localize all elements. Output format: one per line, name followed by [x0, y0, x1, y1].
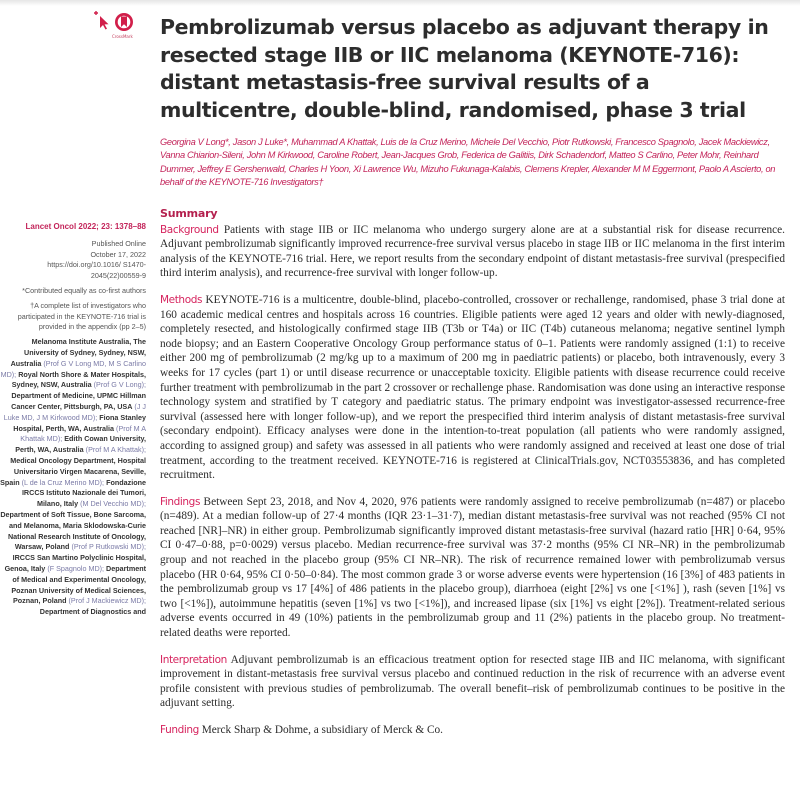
- article-sidebar: [0, 222, 146, 618]
- top-shadow: [0, 0, 800, 6]
- affiliation-people: (M Del Vecchio MD);: [80, 499, 146, 509]
- affiliation-institution: Fondazione IRCCS Istituto Nazionale dei Tumori, Milano, Italy: [21, 477, 146, 509]
- funding-text: Merck Sharp & Dohme, a subsidiary of Merck & Co.: [201, 724, 443, 736]
- interpretation-paragraph: [160, 653, 785, 711]
- affiliation-people: (F Spagnolo MD);: [47, 563, 105, 573]
- funding-paragraph: [160, 723, 785, 738]
- doi-link[interactable]: https://doi.org/10.1016/ S1470-2045(22)00559-9: [47, 260, 146, 281]
- affiliation-institution: Department of Medicine, UPMC Hillman Cancer Center, Pittsburgh, PA, USA: [11, 391, 146, 411]
- affiliation-people: (Prof M A Khattak MD);: [20, 423, 146, 444]
- background-label: Background: [160, 223, 219, 236]
- affiliation-people: (Prof P Rutkowski MD);: [71, 542, 146, 552]
- affiliation-institution: Department of Medical and Experimental Oncology, Poznan University of Medical Sciences, Poznan, Poland: [11, 563, 146, 606]
- article-title: Pembrolizumab versus placebo as adjuvant therapy in resected stage IIB or IIC melanoma (KEYNOTE-716): distant metastasis-free survival results of a multicentre, double-blind, randomised, phase 3 trial: [160, 15, 769, 122]
- crossmark-badge[interactable]: [94, 10, 138, 46]
- crossmark-label: CrossMark: [112, 34, 133, 39]
- methods-label: Methods: [160, 293, 203, 306]
- affiliation-people: (Prof J Mackiewicz MD);: [68, 596, 146, 606]
- findings-text: Between Sept 23, 2018, and Nov 4, 2020, 976 patients were randomly assigned to receive pembrolizumab (n=487) or placebo (n=489). At a median follow-up of 27·4 months (IQR 23·1–31·7), median distant metastasis-free survival was not reached (95% CI not reached [NR]–NR) in either group. Pembrolizumab significantly improved distant metastasis-free survival (hazard ratio [HR] 0·64, 95% CI 0·47–0·88, p=0·0029) versus placebo. Median recurrence-free survival was 37·2 months (95% CI NR–NR) in the pembrolizumab group and not reached in the placebo group (95% CI NR–NR). The risk of recurrence remained lower with pembrolizumab versus placebo (HR 0·64, 95% CI 0·50–0·84). The most common grade 3 or worse adverse events were hypertension (16 [3%] of 483 patients in the pembrolizumab group vs 17 [4%] of 486 patients in the placebo group), diarrhoea (eight [2%] vs one [<1%] ), rash (seven [1%] vs two [<1%]), autoimmune hepatitis (seven [1%] vs two [<1%]), and increased lipase (six [1%] vs eight [2%]). Treatment-related serious adverse events occurred in 49 (10%) patients in the pembrolizumab group and 11 (2%) patients in the placebo group. No treatment-related deaths were reported.: [160, 495, 786, 640]
- published-date: October 17, 2022: [90, 249, 146, 259]
- affiliation-institution: IRCCS San Martino Polyclinic Hospital, Genoa, Italy: [4, 553, 146, 573]
- interpretation-label: Interpretation: [160, 653, 227, 666]
- findings-label: Findings: [160, 495, 201, 508]
- affiliation-people: (Prof M A Khattak);: [85, 445, 146, 455]
- affiliation-institution: Department of Soft Tissue, Bone Sarcoma, and Melanoma, Maria Sklodowska-Curie National Research Institute of Oncology, Warsaw, Poland: [0, 509, 146, 552]
- interpretation-text: Adjuvant pembrolizumab is an efficacious treatment option for resected stage IIB and IIC melanoma, with significant improvement in distant-metastasis free survival versus placebo and continued reduction in the risk of recurrence with an adverse event profile consistent with previous studies of pembrolizumab. The overall benefit–risk of pembrolizumab continues to be positive in the adjuvant setting.: [160, 653, 785, 710]
- affiliation-institution: Department of Diagnostics and: [39, 607, 146, 617]
- affiliation-institution: Edith Cowan University, Perth, WA, Australia: [15, 434, 146, 455]
- mouse-cursor-icon: [94, 10, 110, 30]
- methods-paragraph: [160, 293, 785, 483]
- investigators-note: †A complete list of investigators who participated in the KEYNOTE-716 trial is provided in the appendix (pp 2–5): [17, 300, 146, 332]
- affiliation-people: (Prof G V Long MD, M S Carlino MD);: [0, 358, 146, 379]
- crossmark-icon: [114, 12, 134, 32]
- affiliation-people: (L de la Cruz Merino MD);: [21, 477, 105, 487]
- findings-paragraph: [160, 495, 785, 641]
- affiliations: [0, 337, 146, 618]
- funding-label: Funding: [160, 724, 199, 736]
- methods-text: KEYNOTE-716 is a multicentre, double-blind, placebo-controlled, crossover or rechallenge, randomised, phase 3 trial done at 160 academic medical centres and hospitals across 16 countries. Eligible patients were aged 12 years and older with newly-diagnosed, completely resected, and histologically confirmed stage IIB (T3b or T4a) or IIC (T4b) cutaneous melanoma; negative sentinel lymph node biopsy; and an Eastern Cooperative Oncology Group performance status of 0–1. Patients were randomly assigned (1:1) to receive either 200 mg of pembrolizumab (2 mg/kg up to a maximum of 200 mg in paediatric patients) or placebo, both intravenously, every 3 weeks for 17 cycles (part 1) or until disease recurrence or unacceptable toxicity. Eligible patients with disease recurrence could receive further treatment with pembrolizumab in the part 2 crossover or rechallenge phase. Randomisation was done using an interactive response technology system and stratified by T category and paediatric status. The primary endpoint was investigator-assessed recurrence-free survival (assessed here with longer follow-up), and we report the prespecified third interim analysis of distant metastasis-free survival (secondary endpoint). Efficacy analyses were done in the intention-to-treat population (all patients who were randomly assigned, according to assigned group) and safety was assessed in all patients who were randomly assigned and received at least one dose of trial treatment, according to the treatment received. KEYNOTE-716 is registered at ClinicalTrials.gov, NCT03553836, and has completed recruitment.: [160, 293, 786, 482]
- author-list[interactable]: Georgina V Long*, Jason J Luke*, Muhammad A Khattak, Luis de la Cruz Merino, Michele Del Vecchio, Piotr Rutkowski, Francesco Spagnolo, Jacek Mackiewicz, Vanna Chiarion-Sileni, John M Kirkwood, Caroline Robert, Jean-Jacques Grob, Federica de Galitiis, Dirk Schadendorf, Matteo S Carlino, Peter Mohr, Reinhard Dummer, Jeffrey E Gershenwald, Charles H Yoon, Xi Lawrence Wu, Mizuho Fukunaga-Kalabis, Clemens Krepler, Alexander M M Eggermont, Paolo A Ascierto, on behalf of the KEYNOTE-716 Investigators†: [160, 137, 776, 188]
- affiliation-institution: Royal North Shore & Mater Hospitals, Sydney, NSW, Australia: [11, 369, 146, 390]
- summary-heading: Summary: [160, 207, 218, 220]
- affiliation-people: (Prof G V Long);: [93, 380, 146, 390]
- background-text: Patients with stage IIB or IIC melanoma who undergo surgery alone are at a substantial risk for disease recurrence. Adjuvant pembrolizumab significantly improved recurrence-free survival versus placebo in stage IIB or IIC melanoma in the first interim analysis of the KEYNOTE-716 trial. Here, we report results from the secondary endpoint of distant metastasis-free survival (prespecified third interim analysis), and recurrence-free survival with longer follow-up.: [160, 223, 786, 280]
- affiliation-people: (J J Luke MD, J M Kirkwood MD);: [3, 401, 146, 422]
- journal-citation[interactable]: Lancet Oncol 2022; 23: 1378–88: [25, 222, 146, 231]
- affiliation-institution: Fiona Stanley Hospital, Perth, WA, Australia: [13, 412, 146, 433]
- background-paragraph: [160, 223, 785, 281]
- affiliation-institution: Melanoma Institute Australia, The University of Sydney, Sydney, NSW, Australia: [10, 337, 146, 368]
- equal-contribution-note: *Contributed equally as co-first authors: [22, 285, 146, 295]
- affiliation-institution: Medical Oncology Department, Hospital Universitario Virgen Macarena, Seville, Spain: [0, 455, 146, 487]
- summary-section: [160, 207, 785, 750]
- published-online-label: Published Online: [91, 238, 146, 248]
